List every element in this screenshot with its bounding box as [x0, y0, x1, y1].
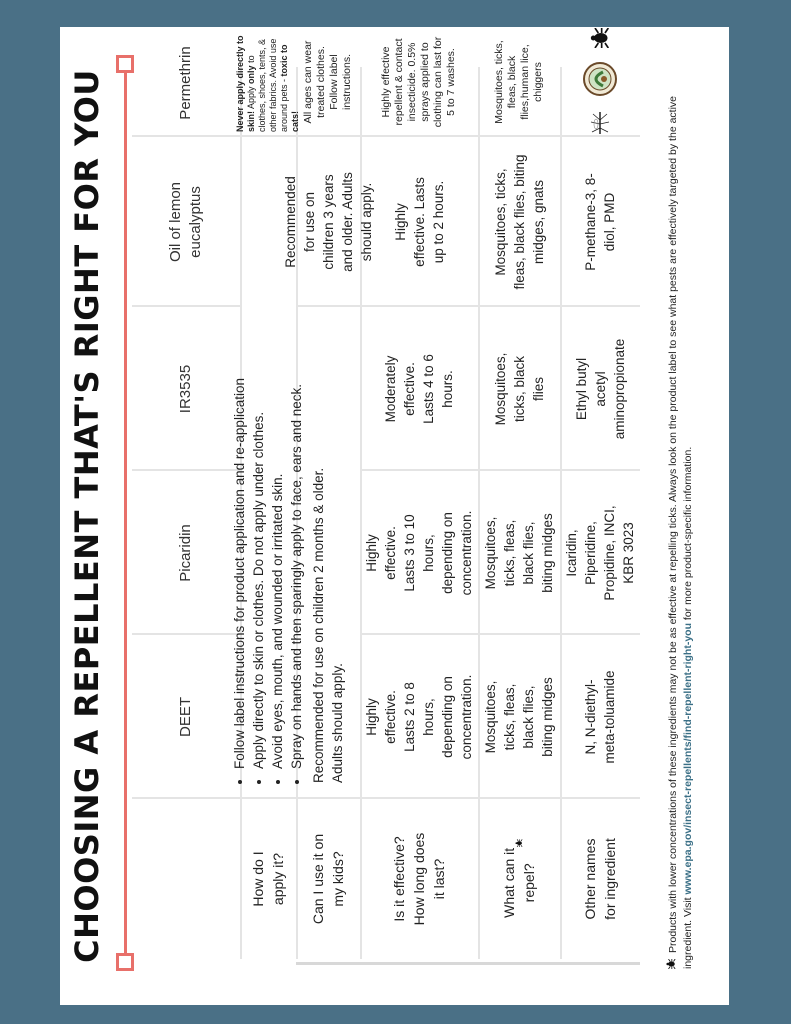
repel-picaridin: Mosquitoes, ticks, fleas, black flies, biting midges: [483, 513, 555, 593]
row-label-repel-text: What can it repel?: [501, 847, 537, 918]
row-label-kids: Can I use it on my kids?: [310, 833, 346, 925]
row-label-effective: Is it effective? How long does it last?: [391, 832, 447, 926]
permethrin-only: only: [246, 65, 256, 84]
apply-bullet: • Spray on hands and then sparingly apply to face, ears and neck.: [287, 378, 306, 769]
permethrin-effective-text: Highly effective repellent & contact insecticide. 0.5% sprays applied to clothing can last for 5 to 7 washes.: [380, 36, 457, 128]
seal-logo-icon: [583, 62, 617, 96]
row-label-apply: How do I apply it?: [250, 851, 286, 907]
permethrin-effective: [360, 29, 478, 135]
names-deet: N, N-diethyl-meta-toluamide: [583, 670, 617, 764]
row-label-repel: [478, 799, 560, 959]
permethrin-repel-text: Mosquitoes, ticks, fleas, black flies,human lice, chiggers: [493, 40, 544, 124]
effective-ole: Highly effective. Lasts up to 2 hours.: [392, 177, 446, 267]
repel-deet: Mosquitoes, ticks, fleas, black flies, biting midges: [483, 677, 555, 757]
row-label-names: Other names for ingredient: [582, 838, 618, 920]
names-ole: P-methane-3, 8-diol, PMD: [583, 173, 617, 271]
col-header-ir3535: IR3535: [177, 364, 194, 414]
permethrin-text: to clothes, shoes, tents, & other fabrics. Avoid use around pets -: [246, 38, 289, 132]
kids-shared-text: Recommended for use on children 2 months & older. Adults should apply.: [311, 467, 345, 783]
effective-ir3535: Moderately effective. Lasts 4 to 6 hours.: [383, 354, 455, 424]
permethrin-cat-warning: toxic to cats!: [279, 44, 300, 132]
permethrin-apply-text: [235, 32, 301, 132]
permethrin-apply: [235, 29, 300, 135]
col-header-deet: DEET: [177, 697, 194, 738]
row-label-divider: [296, 962, 640, 965]
col-header-permethrin: Permethrin: [177, 46, 194, 120]
tick-icon: [666, 959, 681, 969]
col-header-picaridin: Picaridin: [177, 524, 194, 582]
footnote: [666, 49, 696, 969]
page: [60, 27, 729, 1005]
underline-left-marker: [116, 953, 134, 971]
tick-icon: [513, 839, 525, 847]
apply-bullet-list: [230, 378, 306, 787]
apply-bullet: • Follow label instructions for product application and re-application: [230, 378, 249, 769]
mosquito-icon: [589, 110, 611, 136]
repel-ole: Mosquitoes, ticks, fleas, black flies, biting midges, gnats: [492, 154, 546, 290]
permethrin-icons: [583, 28, 617, 136]
permethrin-names-icons: [560, 29, 640, 135]
apply-bullet: • Apply directly to skin or clothes. Do not apply under clothes.: [249, 378, 268, 769]
repel-ir3535: Mosquitoes, ticks, black flies: [492, 352, 546, 426]
permethrin-text: Apply: [246, 83, 256, 111]
page-title: CHOOSING A REPELLENT THAT'S RIGHT FOR YOU: [68, 69, 106, 963]
effective-deet: Highly effective. Lasts 2 to 8 hours, depending on concentration.: [364, 674, 474, 760]
kids-shared: [296, 307, 360, 793]
permethrin-kids-text: All ages can wear treated clothes. Follow label instructions.: [302, 40, 353, 124]
title-underline: [124, 65, 127, 961]
epa-link[interactable]: www.epa.gov/insect-repellents/find-repellent-right-you: [682, 623, 694, 895]
col-header-oil-of-lemon-eucalyptus: Oil of lemon eucalyptus: [167, 181, 204, 263]
permethrin-kids: [296, 29, 360, 135]
rotated-content: [60, 27, 729, 1005]
footnote-text: Products with lower concentrations of these ingredients may not be as effective at repelling ticks. Always look on the product label to see what pests are effectively targeted by the active ingredient. Visit: [667, 95, 694, 969]
apply-bullet: • Avoid eyes, mouth, and wounded or irritated skin.: [268, 378, 287, 769]
tick-icon: [590, 28, 610, 48]
permethrin-warning: Never apply directly to skin!: [235, 35, 256, 132]
footnote-after: for more product-specific information.: [682, 446, 694, 623]
names-ir3535: Ethyl butyl acetyl aminopropionate: [573, 338, 627, 440]
kids-ole: Recommended for use on children 3 years and older. Adults should apply.: [282, 172, 374, 272]
permethrin-repel: [478, 29, 560, 135]
effective-picaridin: Highly effective. Lasts 3 to 10 hours, depending on concentration.: [364, 510, 474, 596]
names-picaridin: Icaridin, Piperidine, Propidine, INCI, KBR 3023: [564, 505, 636, 601]
